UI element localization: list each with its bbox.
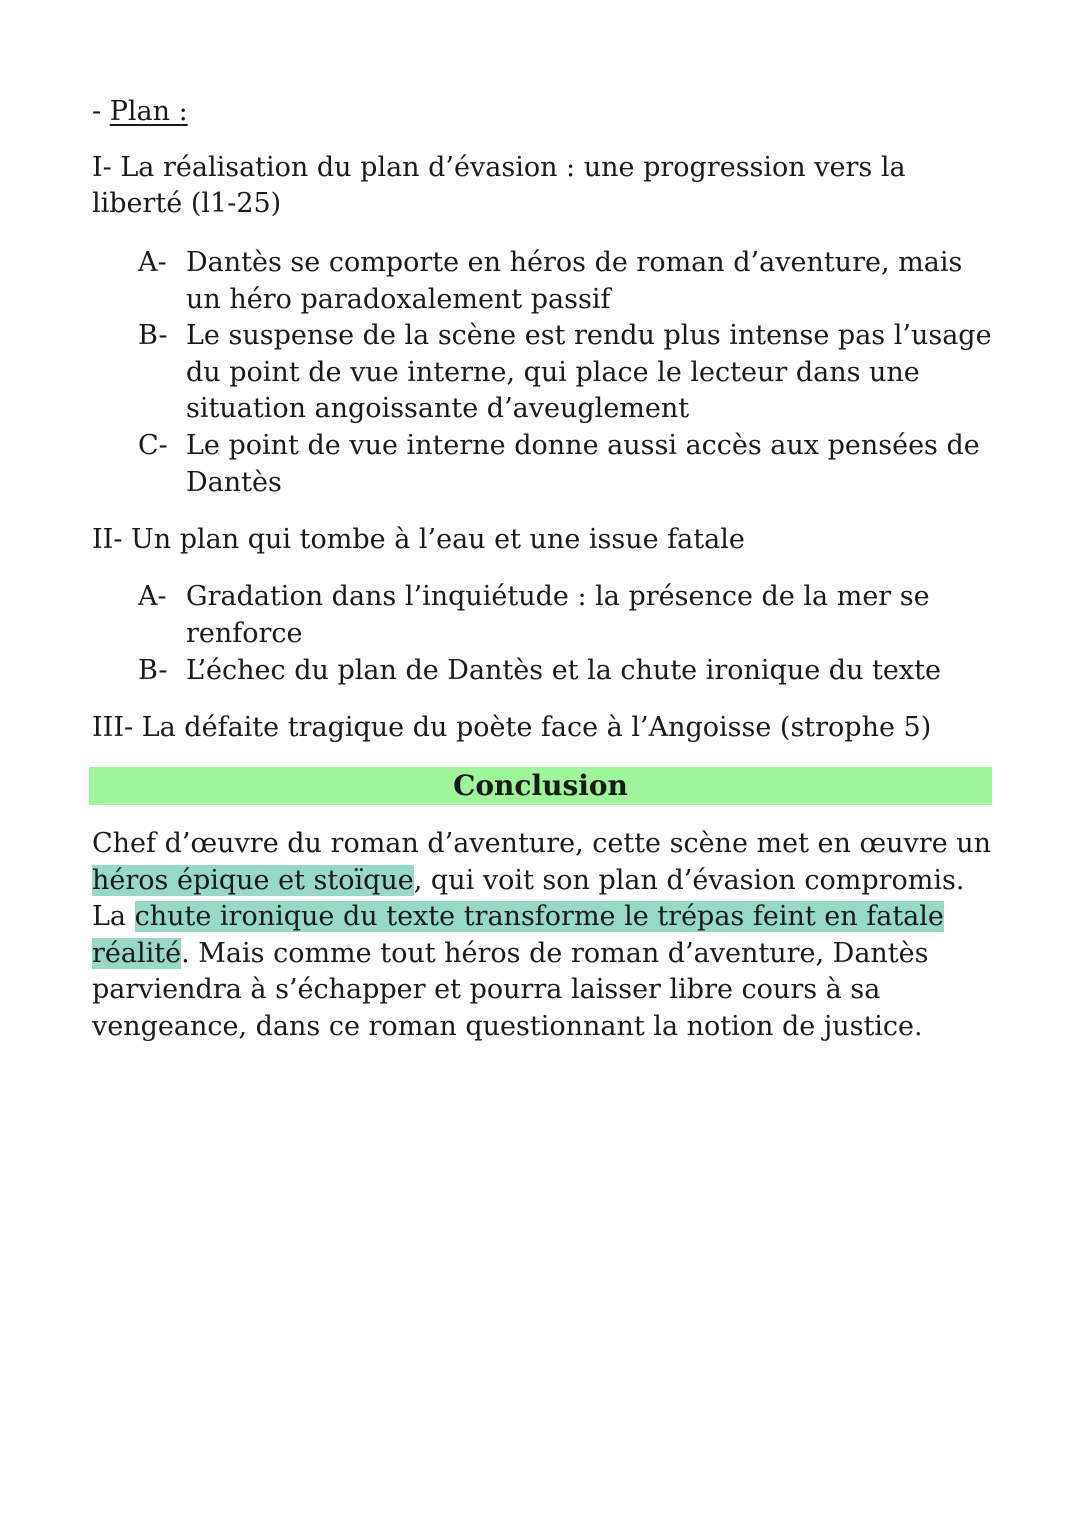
conclusion-heading: Conclusion [89,767,992,805]
part-2-item-b [138,653,998,690]
part-2-item-a [138,579,998,652]
conclusion-highlight-1: héros épique et stoïque [92,864,414,896]
plan-label [92,94,188,130]
part-1-item-b [138,318,998,428]
part-1-item-a [138,245,998,318]
item-text: L’échec du plan de Dantès et la chute ironique du texte [186,655,941,686]
item-letter: B- [138,655,168,686]
item-text: Le suspense de la scène est rendu plus intense pas l’usage du point de vue interne, qui place le lecteur dans une situation angoissante d’aveuglement [186,320,992,424]
plan-title: Plan : [109,96,188,127]
item-text: Gradation dans l’inquiétude : la présence de la mer se renforce [186,581,930,649]
item-text: Dantès se comporte en héros de roman d’aventure, mais un héro paradoxalement passif [186,247,963,315]
part-2-title: II- Un plan qui tombe à l’eau et une issue fatale [92,524,745,555]
item-letter: B- [138,320,168,351]
item-text: Le point de vue interne donne aussi accès aux pensées de Dantès [186,430,980,498]
item-letter: A- [138,247,167,278]
part-3-title: III- La défaite tragique du poète face à l’Angoisse (strophe 5) [92,712,932,743]
conclusion-text-after: . Mais comme tout héros de roman d’aventure, Dantès parviendra à s’échapper et pourra laisser libre cours à sa vengeance, dans ce roman questionnant la notion de justice. [92,937,929,1042]
part-1-title: I- La réalisation du plan d’évasion : une progression vers la liberté (l1-25) [92,152,906,219]
conclusion-paragraph [92,826,992,1045]
conclusion-highlight-2: chute ironique du texte transforme le trépas feint en fatale réalité [92,901,944,969]
item-letter: C- [138,430,168,461]
item-letter: A- [138,581,167,612]
conclusion-text-middle: , qui voit son plan d’évasion compromis. La [92,864,965,932]
part-1-item-c [138,428,998,501]
conclusion-text-before: Chef d’œuvre du roman d’aventure, cette scène met en œuvre un [92,828,992,859]
plan-dash: - [92,96,110,127]
